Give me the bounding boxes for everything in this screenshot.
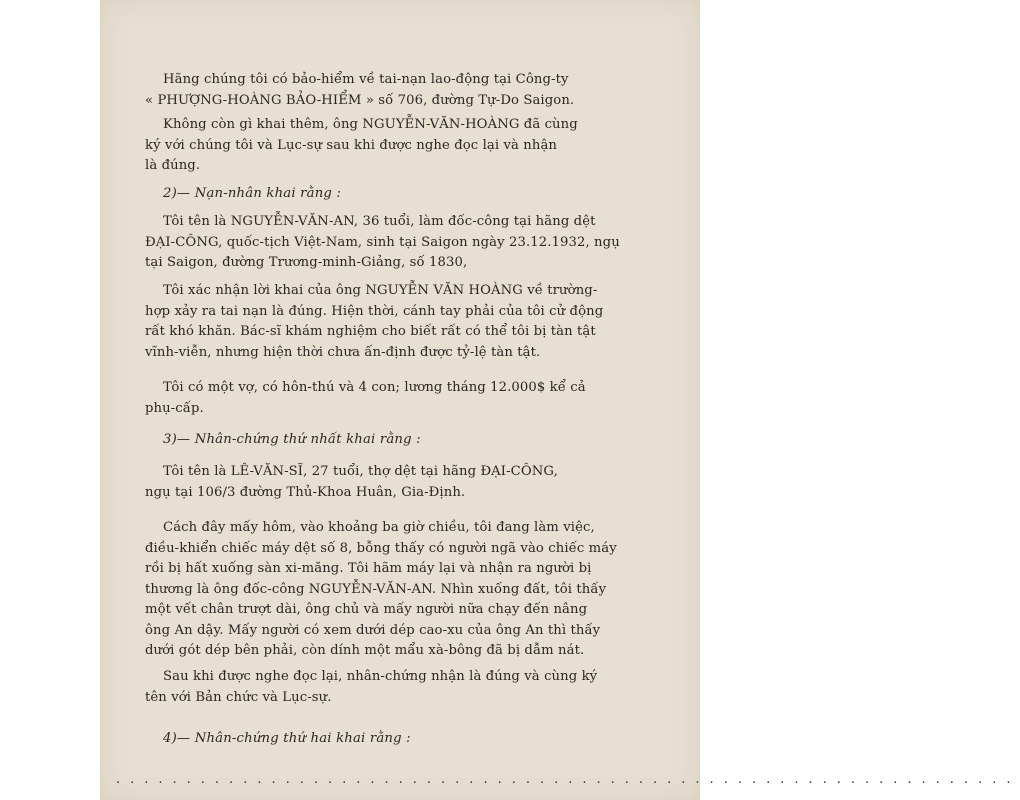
text-line: Tôi tên là NGUYỄN-VĂN-AN, 36 tuổi, làm đốc-công tại hãng dệt (163, 214, 596, 229)
section-heading-witness-2: 4)— Nhân-chứng thứ hai khai rằng : (163, 731, 411, 746)
text-line: rất khó khăn. Bác-sĩ khám nghiệm cho biết rất có thể tôi bị tàn tật (145, 324, 596, 339)
text-line: ông An dậy. Mấy người có xem dưới dép cao-xu của ông An thì thấy (145, 622, 601, 638)
paragraph-witness-account (145, 518, 670, 662)
text-line: Tôi tên là LÊ-VĂN-SĨ, 27 tuổi, thợ dệt tại hãng ĐẠI-CÔNG, (163, 464, 558, 479)
text-line: ngụ tại 106/3 đường Thủ-Khoa Huân, Gia-Định. (145, 484, 466, 500)
text-line: « PHƯỢNG-HOÀNG BẢO-HIỂM » số 706, đường Tự-Do Saigon. (145, 92, 575, 108)
paragraph-victim-family (145, 378, 670, 419)
paragraph-signature-1 (145, 115, 670, 177)
text-line: dưới gót dép bên phải, còn dính một mẩu xà-bông đã bị dẫm nát. (145, 643, 585, 658)
text-line: Tôi có một vợ, có hôn-thú và 4 con; lương tháng 12.000$ kể cả (163, 380, 586, 395)
book-page (100, 0, 1020, 800)
text-line: Cách đây mấy hôm, vào khoảng ba giờ chiều, tôi đang làm việc, (163, 520, 595, 535)
text-line: là đúng. (145, 158, 201, 173)
text-line: phụ-cấp. (145, 400, 204, 416)
text-line: vĩnh-viễn, nhưng hiện thời chưa ấn-định được tỷ-lệ tàn tật. (145, 344, 541, 360)
paragraph-insurance (145, 70, 670, 111)
text-line: tại Saigon, đường Trương-minh-Giảng, số 1830, (145, 255, 468, 270)
paragraph-victim-statement (145, 281, 670, 363)
text-line: ký với chúng tôi và Lục-sự sau khi được nghe đọc lại và nhận (145, 137, 558, 153)
text-line: Hãng chúng tôi có bảo-hiểm về tai-nạn lao-động tại Công-ty (163, 72, 569, 87)
section-heading-victim: 2)— Nạn-nhân khai rằng : (163, 186, 342, 201)
text-line: Tôi xác nhận lời khai của ông NGUYỄN VĂN HOÀNG về trường- (163, 283, 598, 298)
text-line: ĐẠI-CÔNG, quốc-tịch Việt-Nam, sinh tại Saigon ngày 23.12.1932, ngụ (145, 234, 620, 250)
text-line: điều-khiển chiếc máy dệt số 8, bỗng thấy có người ngã vào chiếc máy (145, 540, 617, 556)
section-heading-witness-1: 3)— Nhân-chứng thứ nhất khai rằng : (163, 432, 421, 447)
text-line: Không còn gì khai thêm, ông NGUYỄN-VĂN-HOÀNG đã cùng (163, 117, 578, 132)
dotted-leader: ................................................................ (116, 772, 1020, 787)
paragraph-victim-identity (145, 212, 670, 274)
text-line: hợp xảy ra tai nạn là đúng. Hiện thời, cánh tay phải của tôi cử động (145, 303, 604, 319)
paragraph-witness-identity (145, 462, 670, 503)
text-line: thương là ông đốc-công NGUYỄN-VĂN-AN. Nhìn xuống đất, tôi thấy (145, 581, 607, 597)
text-line: rồi bị hất xuống sàn xi-măng. Tôi hãm máy lại và nhận ra người bị (145, 561, 592, 576)
text-line: tên với Bản chức và Lục-sự. (145, 689, 332, 705)
text-line: Sau khi được nghe đọc lại, nhân-chứng nhận là đúng và cùng ký (163, 669, 598, 684)
text-line: một vết chân trượt dài, ông chủ và mấy người nữa chạy đến nâng (145, 602, 588, 617)
paragraph-witness-signature (145, 667, 670, 708)
